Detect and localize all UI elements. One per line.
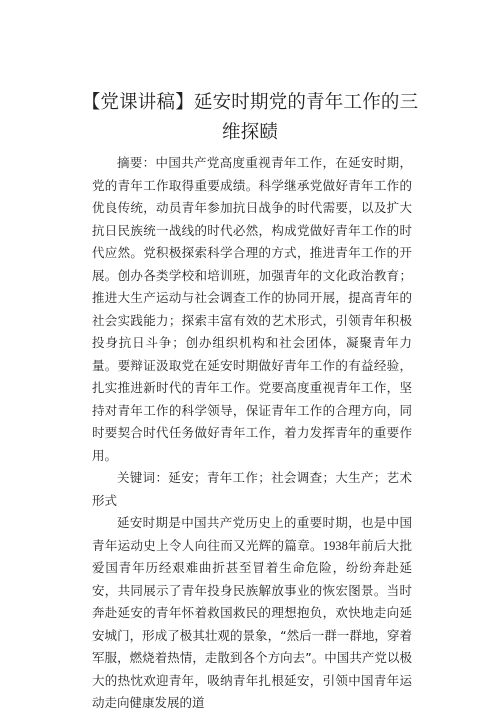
- body-text-before-year: 延安时期是中国共产党历史上的重要时期，也是中国青年运动史上令人向往而又光辉的篇章。: [92, 515, 412, 553]
- document-title: 【党课讲稿】延安时期党的青年工作的三维探赜: [81, 92, 419, 143]
- abstract-paragraph: 摘要：中国共产党高度重视青年工作，在延安时期，党的青年工作取得重要成绩。科学继承党做好青年工作的优良传统，动员青年参加抗日战争的时代需要，以及扩大抗日民族统一战线的时代必然，构成党做好青年工作的时代应然。党积极探索科学合理的方式，推进青年工作的开展。创办各类学校和培训班，加强青年的文化政治教育；推进大生产运动与社会调查工作的协同开展，提高青年的社会实践能力；探索丰富有效的艺术形式，引领青年积极投身抗日斗争；创办组织机构和社会团体，凝聚青年力量。要辩证汲取党在延安时期做好青年工作的有益经验，扎实推进新时代的青年工作。党要高度重视青年工作，坚持对青年工作的科学领导，保证青年工作的合理方向，同时要契合时代任务做好青年工作，着力发挥青年的重要作用。: [92, 155, 412, 463]
- document-body: [92, 152, 412, 715]
- body-text-after-year: 年前后大批爱国青年历经艰难曲折甚至冒着生命危险，纷纷奔赴延安，共同展示了青年投身民族解放事业的恢宏图景。当时奔赴延安的青年怀着救国救民的理想抱负，欢快地走向延安城门，形成了极其壮观的景象，“然后一群一群地，穿着军服，燃烧着热情，走散到各个方向去”。中国共产党以极大的热忱欢迎青年，吸纳青年扎根延安，引领中国青年运动走向健康发展的道: [92, 537, 412, 710]
- keywords-paragraph: 关键词：延安；青年工作；社会调查；大生产；艺术形式: [92, 470, 412, 508]
- body-paragraph: [92, 512, 412, 715]
- body-year: 1938: [322, 538, 348, 553]
